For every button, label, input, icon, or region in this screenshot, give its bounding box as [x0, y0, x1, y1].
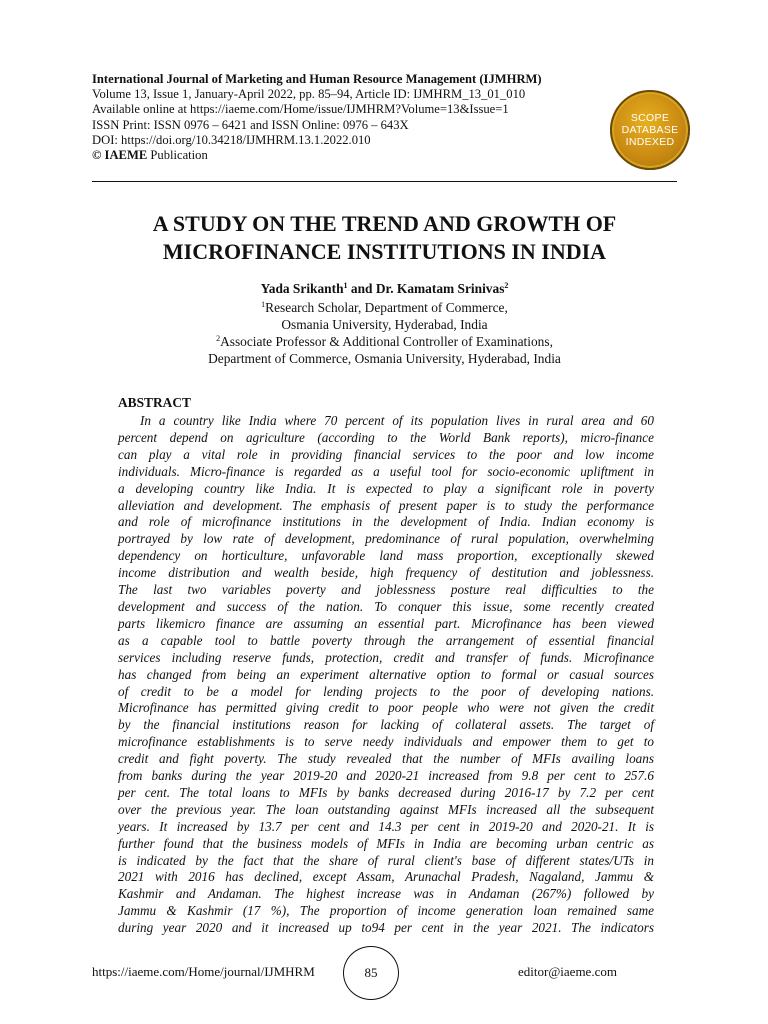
abstract-line: 2021 with 2016 has declined, except Assam, Arunachal Pradesh, Nagaland, Jammu & — [118, 869, 654, 885]
paper-title — [92, 210, 677, 266]
affiliation-1-sup: 1 — [261, 300, 266, 309]
abstract-line: during year 2020 and it increased up to94 per cent in the year 2021. The indicators — [118, 920, 654, 936]
scope-indexed-badge — [610, 90, 690, 170]
page-number: 85 — [343, 946, 399, 1000]
affiliation-2-line-1 — [92, 333, 677, 350]
abstract-line: credit and fight poverty. The study revealed that the number of MFIs availing loans — [118, 751, 654, 767]
abstract-line: can play a vital role in providing financial services to the poor and low income — [118, 446, 654, 462]
abstract-line: In a country like India where 70 percent of its population lives in rural area and 60 — [140, 413, 654, 428]
abstract-line: microfinance establishments is to serve needy individuals and empower them to get to — [118, 734, 654, 750]
badge-line-1: SCOPE — [630, 112, 670, 124]
journal-header — [92, 72, 612, 163]
author-2: and Dr. Kamatam Srinivas — [347, 281, 505, 296]
abstract-line: development and success of the nation. To conquer this issue, some recently created — [118, 598, 654, 614]
abstract-line: The last two variables poverty and joblessness posture real difficulties to the — [118, 582, 654, 598]
journal-title: International Journal of Marketing and Human Resource Management (IJMHRM) — [92, 72, 542, 86]
affiliation-2-line-2: Department of Commerce, Osmania University, Hyderabad, India — [208, 351, 561, 366]
abstract-line: individuals. Micro-finance is regarded as a useful tool for socio-economic upliftment in — [118, 463, 654, 479]
footer-journal-link[interactable]: https://iaeme.com/Home/journal/IJMHRM — [92, 964, 315, 979]
footer-email-link[interactable]: editor@iaeme.com — [518, 964, 617, 979]
abstract-line: further found that the business models of MFIs in India are becoming urban centric as — [118, 835, 654, 851]
badge-line-2: DATABASE — [621, 124, 679, 136]
availability-link[interactable]: Available online at https://iaeme.com/Home/issue/IJMHRM?Volume=13&Issue=1 — [92, 102, 509, 117]
abstract-line: income distribution and wealth beside, high frequency of destitution and joblessness. — [118, 565, 654, 581]
issn-info: ISSN Print: ISSN 0976 – 6421 and ISSN Online: 0976 – 643X — [92, 117, 409, 132]
author-names — [92, 280, 677, 297]
abstract-line: has changed from being an experiment alternative option to formal or casual sources — [118, 666, 654, 682]
abstract-line: years. It increased by 13.7 per cent and 14.3 per cent in 2019-20 and 2020-21. It is — [118, 818, 654, 834]
abstract-line: of credit to be a model for lending projects to the poor of developing nations. — [118, 683, 654, 699]
header-divider — [92, 181, 677, 182]
volume-info: Volume 13, Issue 1, January-April 2022, pp. 85–94, Article ID: IJMHRM_13_01_010 — [92, 87, 526, 102]
title-line-2: MICROFINANCE INSTITUTIONS IN INDIA — [162, 239, 607, 264]
affiliation-2-text: Associate Professor & Additional Controller of Examinations, — [220, 334, 553, 349]
affiliation-1-line-1 — [92, 299, 677, 316]
affiliation-2-sup: 2 — [216, 334, 221, 343]
abstract-line: a developing country like India. It is expected to play a significant role in poverty — [118, 480, 654, 496]
abstract-line: is indicated by the fact that the share of rural client's base of different states/UTs in — [118, 852, 654, 868]
abstract-line: per cent. The total loans to MFIs by banks decreased during 2016-17 by 7.2 per cent — [118, 784, 654, 800]
abstract-body — [118, 413, 654, 937]
abstract-line: and role of microfinance institutions in the development of India. Indian economy is — [118, 514, 654, 530]
author-1-sup: 1 — [343, 281, 348, 290]
abstract-line: Microfinance has permitted giving credit to poor people who were not given the credit — [118, 700, 654, 716]
title-line-1: A STUDY ON THE TREND AND GROWTH OF — [152, 211, 617, 236]
abstract-line: services including reserve funds, protection, credit and transfer of funds. Microfinance — [118, 649, 654, 665]
abstract-line: by the financial institutions reason for lacking of collateral assets. The target of — [118, 717, 654, 733]
abstract-line: dependency on horticulture, unfavorable land mass proportion, exceptionally skewed — [118, 548, 654, 564]
abstract-line: Jammu & Kashmir (17 %), The proportion of income generation loan remained same — [118, 903, 654, 919]
abstract-heading: ABSTRACT — [118, 395, 191, 410]
author-2-sup: 2 — [504, 281, 509, 290]
abstract-line: from banks during the year 2019-20 and 2020-21 increased from 9.8 per cent to 257.6 — [118, 768, 654, 784]
abstract-line: Kashmir and Andaman. The highest increase was in Andaman (267%) followed by — [118, 886, 654, 902]
abstract-line: parts likemicro finance are assuming an essential part. Microfinance has been viewed — [118, 615, 654, 631]
abstract-line: as a capable tool to battle poverty through the arrangement of essential financial — [118, 632, 654, 648]
author-1: Yada Srikanth — [260, 281, 344, 296]
affiliation-1-line-2: Osmania University, Hyderabad, India — [281, 317, 488, 332]
abstract-line: portrayed by low rate of development, predominance of rural population, overwhelming — [118, 531, 654, 547]
abstract-line: over the previous year. The loan outstanding against MFIs increased all the subsequent — [118, 801, 654, 817]
copyright-suffix: Publication — [147, 148, 208, 163]
copyright-line — [92, 148, 612, 163]
badge-line-3: INDEXED — [625, 136, 675, 148]
abstract-line: alleviation and development. The emphasis of present paper is to study the performance — [118, 497, 654, 513]
doi-link[interactable]: DOI: https://doi.org/10.34218/IJMHRM.13.1.2022.010 — [92, 132, 371, 147]
abstract-line: percent depend on agriculture (according to the World Bank reports), micro-finance — [118, 429, 654, 445]
copyright-publisher: © IAEME — [92, 148, 148, 163]
authors-block — [92, 280, 677, 367]
affiliation-1-text: Research Scholar, Department of Commerce, — [265, 300, 508, 315]
